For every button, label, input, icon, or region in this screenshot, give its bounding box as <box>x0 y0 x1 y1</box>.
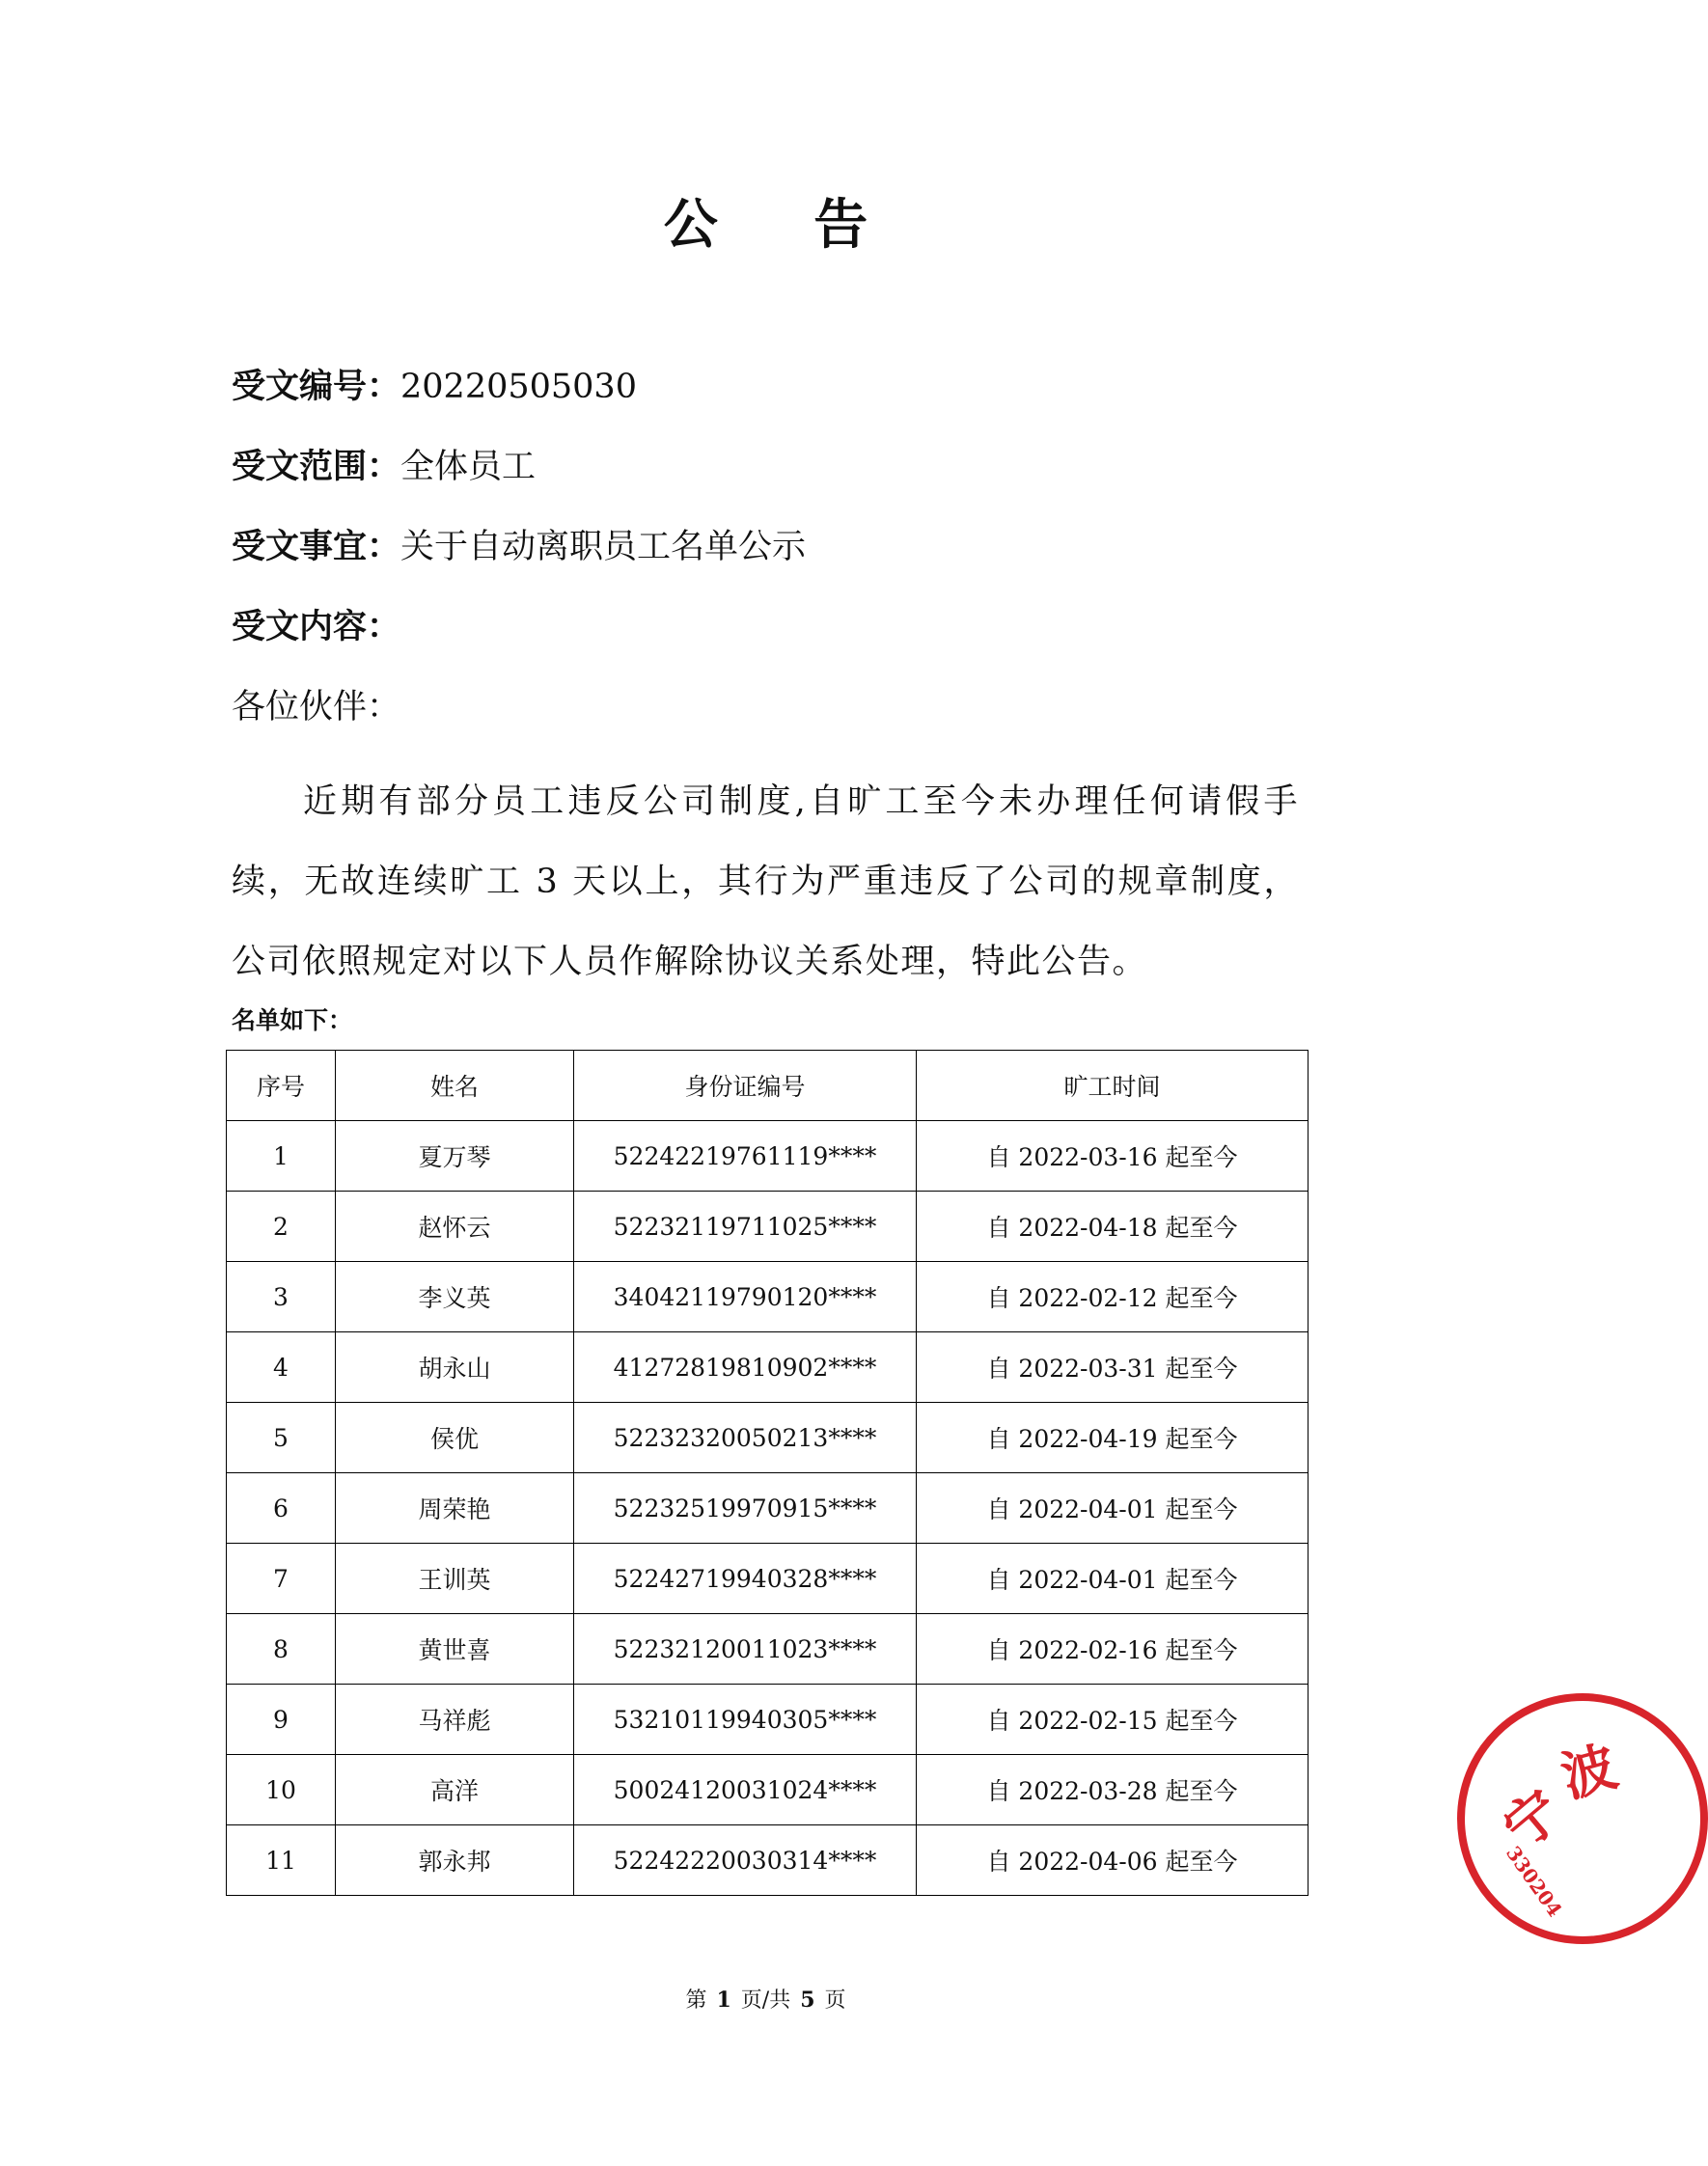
cell-id-number: 52232519970915**** <box>574 1473 917 1544</box>
meta-subject <box>232 523 806 571</box>
footer-mid: 页/共 <box>740 1988 791 2013</box>
meta-scope <box>232 443 536 491</box>
cell-id-number: 52242719940328**** <box>574 1544 917 1614</box>
table-row <box>227 1825 1309 1896</box>
cell-name: 黄世喜 <box>336 1614 574 1685</box>
cell-id-number: 53210119940305**** <box>574 1685 917 1755</box>
footer-prefix: 第 <box>685 1988 707 2013</box>
table-row <box>227 1332 1309 1403</box>
cell-absence-time: 自 2022-03-31 起至今 <box>917 1332 1309 1403</box>
cell-absence-time: 自 2022-04-19 起至今 <box>917 1403 1309 1473</box>
cell-absence-time: 自 2022-03-16 起至今 <box>917 1121 1309 1192</box>
cell-id-number: 34042119790120**** <box>574 1262 917 1332</box>
cell-id-number: 52242219761119**** <box>574 1121 917 1192</box>
cell-name: 马祥彪 <box>336 1685 574 1755</box>
meta-label: 受文事宜： <box>232 527 401 566</box>
table-row <box>227 1403 1309 1473</box>
cell-absence-time: 自 2022-02-15 起至今 <box>917 1685 1309 1755</box>
seal-char: 波 <box>1555 1734 1624 1810</box>
header-id-number: 身份证编号 <box>574 1051 917 1121</box>
cell-index: 5 <box>227 1403 336 1473</box>
page-title: 公 告 <box>663 193 907 257</box>
cell-id-number: 41272819810902**** <box>574 1332 917 1403</box>
cell-index: 4 <box>227 1332 336 1403</box>
cell-index: 1 <box>227 1121 336 1192</box>
cell-index: 7 <box>227 1544 336 1614</box>
table-row <box>227 1473 1309 1544</box>
greeting: 各位伙伴： <box>232 688 401 727</box>
header-name: 姓名 <box>336 1051 574 1121</box>
list-label: 名单如下： <box>232 1006 353 1034</box>
header-absence-time: 旷工时间 <box>917 1051 1309 1121</box>
cell-index: 6 <box>227 1473 336 1544</box>
cell-name: 李义英 <box>336 1262 574 1332</box>
cell-name: 胡永山 <box>336 1332 574 1403</box>
meta-label: 受文编号： <box>232 367 401 406</box>
table-row <box>227 1121 1309 1192</box>
meta-content <box>232 603 400 651</box>
header-index: 序号 <box>227 1051 336 1121</box>
table-header-row <box>227 1051 1309 1121</box>
table-row <box>227 1262 1309 1332</box>
table-row <box>227 1755 1309 1825</box>
dismissal-table <box>226 1050 1309 1896</box>
cell-absence-time: 自 2022-04-06 起至今 <box>917 1825 1309 1896</box>
cell-index: 11 <box>227 1825 336 1896</box>
footer-total-pages: 5 <box>800 1988 815 2013</box>
cell-name: 高洋 <box>336 1755 574 1825</box>
body-paragraph: 近期有部分员工违反公司制度,自旷工至今未办理任何请假手续，无故连续旷工 3 天以上，其行为严重违反了公司的规章制度，公司依照规定对以下人员作解除协议关系处理，特此公告。 <box>232 782 1299 981</box>
cell-name: 夏万琴 <box>336 1121 574 1192</box>
cell-index: 2 <box>227 1192 336 1262</box>
cell-id-number: 52232320050213**** <box>574 1403 917 1473</box>
cell-name: 侯优 <box>336 1403 574 1473</box>
cell-index: 3 <box>227 1262 336 1332</box>
cell-index: 8 <box>227 1614 336 1685</box>
cell-name: 周荣艳 <box>336 1473 574 1544</box>
cell-absence-time: 自 2022-02-12 起至今 <box>917 1262 1309 1332</box>
meta-label: 受文内容： <box>232 607 401 646</box>
cell-id-number: 52242220030314**** <box>574 1825 917 1896</box>
table-row <box>227 1544 1309 1614</box>
cell-index: 10 <box>227 1755 336 1825</box>
cell-absence-time: 自 2022-03-28 起至今 <box>917 1755 1309 1825</box>
cell-index: 9 <box>227 1685 336 1755</box>
footer-suffix: 页 <box>824 1988 846 2013</box>
cell-name: 郭永邦 <box>336 1825 574 1896</box>
cell-id-number: 50024120031024**** <box>574 1755 917 1825</box>
meta-value: 全体员工 <box>400 448 537 486</box>
page-footer <box>0 1984 1531 2014</box>
cell-id-number: 52232120011023**** <box>574 1614 917 1685</box>
cell-absence-time: 自 2022-02-16 起至今 <box>917 1614 1309 1685</box>
footer-page-number: 1 <box>716 1988 731 2013</box>
meta-label: 受文范围： <box>232 447 401 486</box>
table-row <box>227 1685 1309 1755</box>
cell-name: 王训英 <box>336 1544 574 1614</box>
seal-char: 宁 <box>1491 1777 1575 1862</box>
meta-value: 20220505030 <box>400 368 637 406</box>
cell-absence-time: 自 2022-04-18 起至今 <box>917 1192 1309 1262</box>
meta-value: 关于自动离职员工名单公示 <box>400 528 807 566</box>
table-row <box>227 1192 1309 1262</box>
company-seal <box>1457 1693 1708 1944</box>
table-row <box>227 1614 1309 1685</box>
meta-doc-number <box>232 363 637 411</box>
cell-id-number: 52232119711025**** <box>574 1192 917 1262</box>
cell-absence-time: 自 2022-04-01 起至今 <box>917 1473 1309 1544</box>
cell-absence-time: 自 2022-04-01 起至今 <box>917 1544 1309 1614</box>
table-body <box>227 1121 1309 1896</box>
cell-name: 赵怀云 <box>336 1192 574 1262</box>
seal-code: 330204 <box>1501 1841 1567 1922</box>
